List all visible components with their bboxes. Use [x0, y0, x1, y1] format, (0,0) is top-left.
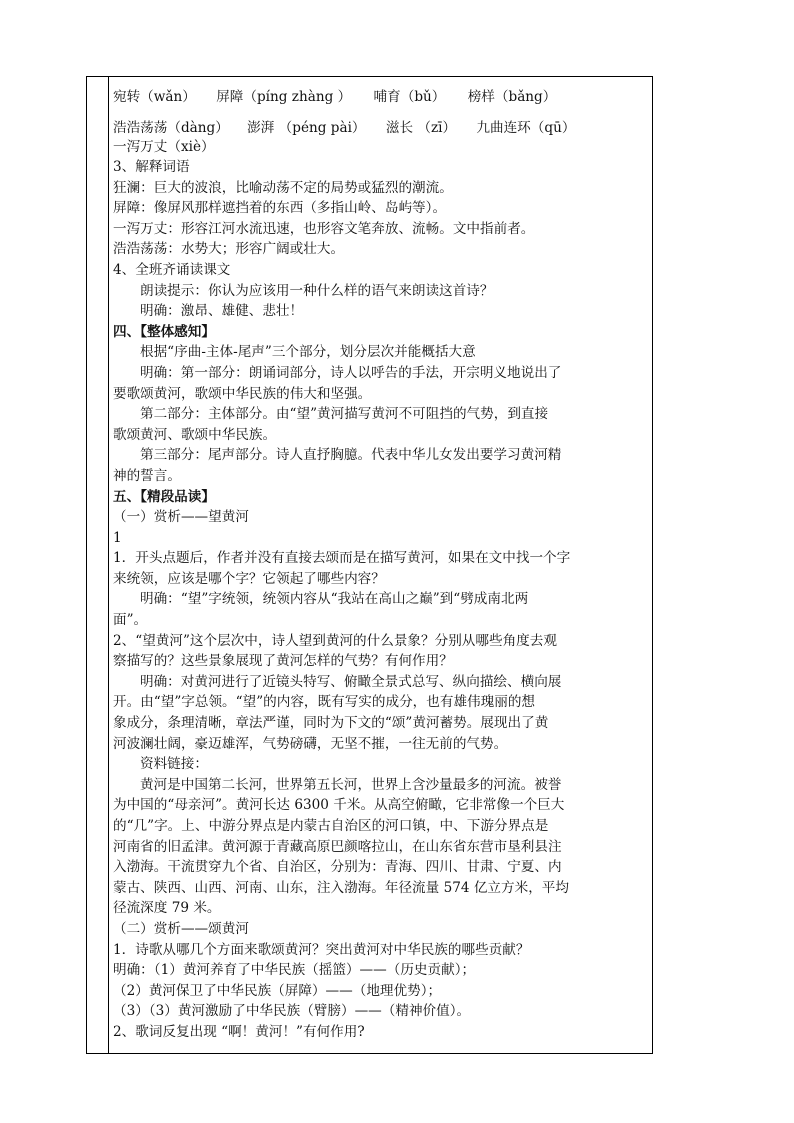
question-line: 来统领，应该是哪个字？它领起了哪些内容？ — [113, 570, 385, 587]
document-table — [86, 76, 653, 1054]
vocab-row-1 — [113, 87, 644, 107]
answer-line: 明确：“望”字统领，统领内容从“我站在高山之巅”到“劈成南北两 — [140, 591, 529, 608]
vocab-item: 宛转（wǎn） — [113, 89, 196, 105]
vocab-item: 哺育（bǔ） — [373, 89, 446, 105]
definition-line: 屏障：像屏风那样遮挡着的东西（多指山岭、岛屿等）。 — [113, 200, 447, 217]
text-line: 要歌颂黄河，歌颂中华民族的伟大和坚强。 — [113, 385, 372, 402]
text-line: 明确：第一部分：朗诵词部分，诗人以呼告的手法，开宗明义地说出了 — [140, 364, 562, 381]
answer-line: （2）黄河保卫了中华民族（屏障）——（地理优势）； — [113, 982, 442, 999]
vocab-item: 澎湃 （péng pài） — [247, 120, 366, 136]
vocab-item: 榜样（bǎng） — [467, 89, 557, 105]
answer-line: 面”。 — [113, 612, 148, 629]
question-line: 1．诗歌从哪几个方面来歌颂黄河？突出黄河对中华民族的哪些贡献？ — [113, 941, 530, 958]
reference-line: 黄河是中国第二长河，世界第五长河，世界上含沙量最多的河流。被誉 — [140, 776, 562, 793]
subsection-title: （二）赏析——颂黄河 — [113, 920, 249, 937]
vocab-item: 九曲连环（qū） — [476, 120, 576, 136]
question-line: 1．开头点题后，作者并没有直接去颂而是在描写黄河，如果在文中找一个字 — [113, 550, 571, 567]
vocab-item: 屏障（píng zhàng ） — [216, 89, 352, 105]
answer-line: 河波澜壮阔，豪迈雄浑，气势磅礴，无坚不摧，一往无前的气势。 — [113, 735, 508, 752]
section-title: 五、【精段品读】 — [113, 488, 215, 505]
vocab-item: 浩浩荡荡（dàng） — [113, 120, 229, 136]
question-line: 察描写的？这些景象展现了黄河怎样的气势？有何作用？ — [113, 653, 453, 670]
question-line: 2、“望黄河”这个层次中，诗人望到黄河的什么景象？分别从哪些角度去观 — [113, 632, 557, 649]
text-line: 歌颂黄河、歌颂中华民族。 — [113, 426, 277, 443]
definition-line: 浩浩荡荡：水势大；形容广阔或壮大。 — [113, 241, 345, 258]
reference-line: 的“几”字。上、中游分界点是内蒙古自治区的河口镇，中、下游分界点是 — [113, 818, 549, 834]
reference-line: 入渤海。干流贯穿九个省、自治区，分别为：青海、四川、甘肃、宁夏、内 — [113, 859, 562, 876]
reference-line: 河南省的旧孟津。黄河源于青藏高原巴颜喀拉山，在山东省东营市垦利县注 — [113, 838, 562, 855]
text-line: 朗读提示：你认为应该用一种什么样的语气来朗读这首诗？ — [140, 282, 494, 299]
section-heading: 4、全班齐诵读课文 — [113, 261, 231, 278]
subsection-title: （一）赏析——望黄河 — [113, 509, 249, 526]
vocab-item: 滋长 （zī） — [385, 120, 457, 136]
reference-line: 蒙古、陕西、山西、河南、山东，注入渤海。年径流量 574 亿立方米，平均 — [113, 879, 569, 896]
vocab-row-3: 一泻万丈（xiè） — [113, 139, 215, 155]
answer-line: 明确：（1）黄河养育了中华民族（摇篮）——（历史贡献）； — [113, 962, 476, 979]
definition-line: 狂澜：巨大的波浪，比喻动荡不定的局势或猛烈的潮流。 — [113, 179, 453, 196]
table-left-column — [87, 77, 109, 1053]
reference-line: 为中国的“母亲河”。黄河长达 6300 千米。从高空俯瞰，它非常像一个巨大 — [113, 797, 565, 814]
text-line: 根据“序曲-主体-尾声”三个部分，划分层次并能概括大意 — [140, 344, 476, 361]
answer-line: （3）（3）黄河激励了中华民族（臂膀）——（精神价值）。 — [113, 1003, 471, 1020]
reference-heading: 资料链接： — [140, 756, 208, 773]
reference-line: 径流深度 79 米。 — [113, 900, 221, 917]
question-line: 2、歌词反复出现 “啊！黄河！”有何作用? — [113, 1023, 365, 1040]
text-line: 神的誓言。 — [113, 467, 181, 484]
text-line: 第三部分：尾声部分。诗人直抒胸臆。代表中华儿女发出要学习黄河精 — [140, 447, 562, 464]
answer-line: 明确：对黄河进行了近镜头特写、俯瞰全景式总写、纵向描绘、横向展 — [140, 673, 562, 690]
text-line: 明确：激昂、雄健、悲壮！ — [140, 303, 304, 320]
text-line: 第二部分：主体部分。由“望”黄河描写黄河不可阻挡的气势，到直接 — [140, 406, 549, 423]
text-line: 1 — [113, 529, 122, 546]
definition-line: 一泻万丈：形容江河水流迅速，也形容文笔奔放、流畅。文中指前者。 — [113, 220, 535, 237]
section-heading: 3、解释词语 — [113, 159, 190, 175]
section-title: 四、【整体感知】 — [113, 323, 215, 340]
lesson-content — [109, 77, 652, 1043]
answer-line: 象成分，条理清晰，章法严谨，同时为下文的“颂”黄河蓄势。展现出了黄 — [113, 715, 549, 732]
answer-line: 开。由“望”字总领。“望”的内容，既有写实的成分，也有雄伟瑰丽的想 — [113, 694, 536, 711]
vocab-row-2 — [113, 118, 644, 138]
